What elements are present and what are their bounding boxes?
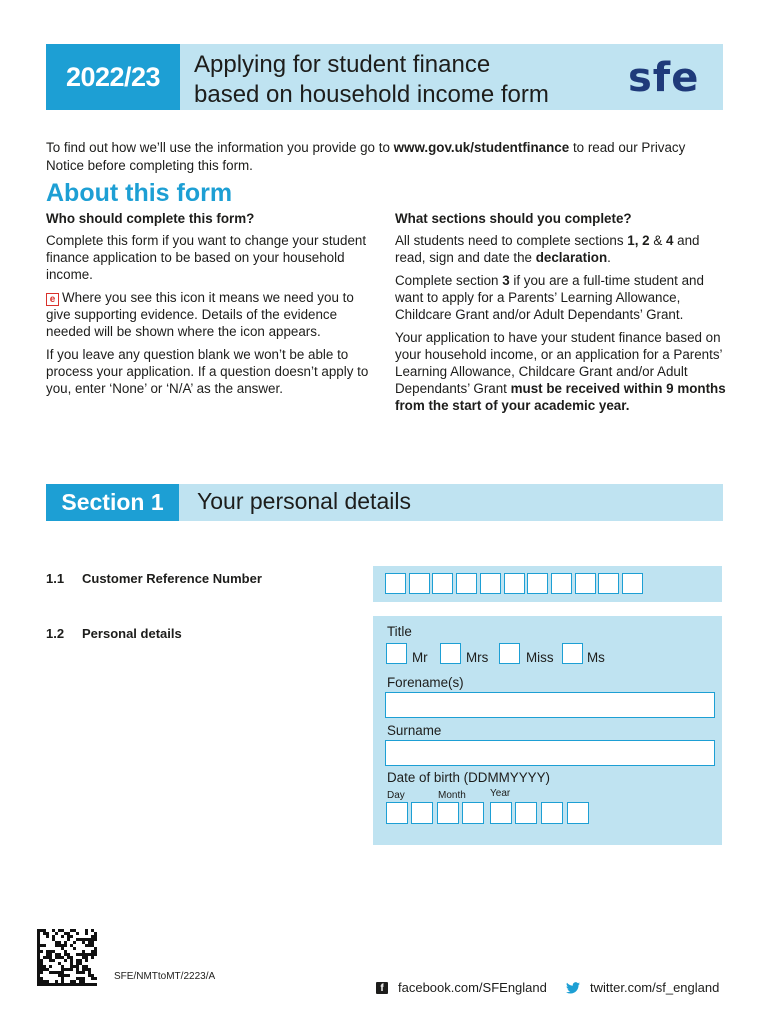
dob-digit-box[interactable] — [462, 802, 484, 824]
title-mr-label: Mr — [412, 650, 428, 665]
crn-digit-box[interactable] — [622, 573, 643, 594]
intro-text-after: to read our Privacy Notice before completing this form. — [46, 140, 686, 173]
qr-code — [37, 929, 97, 986]
title-mr-checkbox[interactable] — [386, 643, 407, 664]
evidence-paragraph — [46, 289, 382, 340]
question-number: 1.1 — [46, 571, 65, 586]
dob-digit-box[interactable] — [490, 802, 512, 824]
title-mrs-label: Mrs — [466, 650, 489, 665]
title-label: Title — [387, 624, 412, 639]
sections-paragraph: All students need to complete sections 1, 2 & 4 and read, sign and date the declaration. — [395, 233, 700, 265]
crn-digit-box[interactable] — [432, 573, 453, 594]
dob-digit-box[interactable] — [437, 802, 459, 824]
facebook-link[interactable] — [376, 980, 547, 995]
crn-digit-box[interactable] — [575, 573, 596, 594]
dob-digit-box[interactable] — [386, 802, 408, 824]
twitter-link[interactable] — [566, 980, 719, 995]
blank-paragraph: If you leave any question blank we won’t be able to process your application. If a question doesn’t apply to you, enter ‘None’ or ‘N/A’ as the answer. — [46, 347, 369, 396]
crn-digit-box[interactable] — [504, 573, 525, 594]
who-heading: Who should complete this form? — [46, 211, 255, 226]
form-title — [194, 50, 614, 110]
crn-digit-box[interactable] — [527, 573, 548, 594]
title-ms-checkbox[interactable] — [562, 643, 583, 664]
privacy-intro — [46, 139, 726, 175]
crn-digit-box[interactable] — [551, 573, 572, 594]
crn-digit-box[interactable] — [456, 573, 477, 594]
section-title: Your personal details — [197, 488, 411, 514]
surname-label: Surname — [387, 723, 442, 738]
form-reference: SFE/NMTtoMT/2223/A — [114, 971, 216, 982]
facebook-icon: f — [376, 982, 388, 994]
dob-digit-box[interactable] — [411, 802, 433, 824]
deadline-paragraph: Your application to have your student finance based on your household income, or an application for a Parents’ Learning Allowance, Childcare Grant and/or Adult Dependants’ Grant must be received within 9 months from the start of your academic year. — [395, 330, 726, 413]
who-paragraph: Complete this form if you want to change your student finance application to be based on your household income. — [46, 233, 367, 282]
forename-label: Forename(s) — [387, 675, 464, 690]
evidence-text: Where you see this icon it means we need you to give supporting evidence. Details of the evidence needed will be shown where the icon appears. — [46, 290, 354, 339]
crn-digit-box[interactable] — [598, 573, 619, 594]
dob-digit-box[interactable] — [515, 802, 537, 824]
about-left-column — [46, 210, 382, 403]
dob-month-label: Month — [438, 790, 466, 801]
dob-year-label: Year — [490, 788, 511, 799]
dob-label: Date of birth (DDMMYYYY) — [387, 770, 550, 785]
crn-digit-box[interactable] — [409, 573, 430, 594]
surname-field[interactable] — [385, 740, 715, 766]
about-heading: About this form — [46, 179, 233, 207]
dob-digit-box[interactable] — [567, 802, 589, 824]
title-miss-label: Miss — [526, 650, 554, 665]
twitter-text: twitter.com/sf_england — [590, 980, 720, 995]
crn-digit-box[interactable] — [480, 573, 501, 594]
studentfinance-link[interactable]: www.gov.uk/studentfinance — [393, 140, 570, 155]
about-right-column — [395, 210, 727, 420]
form-title-line1: Applying for student finance — [194, 51, 491, 78]
title-miss-checkbox[interactable] — [499, 643, 520, 664]
title-mrs-checkbox[interactable] — [440, 643, 461, 664]
title-ms-label: Ms — [587, 650, 605, 665]
forename-field[interactable] — [385, 692, 715, 718]
form-year: 2022/23 — [46, 44, 180, 110]
question-number: 1.2 — [46, 626, 65, 641]
dob-day-label: Day — [387, 790, 405, 801]
personal-details-label: Personal details — [82, 626, 182, 641]
facebook-text: facebook.com/SFEngland — [398, 980, 547, 995]
dob-digit-box[interactable] — [541, 802, 563, 824]
twitter-icon — [566, 982, 580, 994]
crn-label: Customer Reference Number — [82, 571, 262, 586]
evidence-icon: e — [46, 293, 59, 306]
sfe-logo: sfe — [628, 55, 700, 101]
section3-paragraph: Complete section 3 if you are a full-time student and want to apply for a Parents’ Learning Allowance, Childcare Grant and/or Adult Dependants’ Grant. — [395, 273, 704, 322]
sections-heading: What sections should you complete? — [395, 211, 632, 226]
form-title-line2: based on household income form — [194, 81, 549, 108]
crn-digit-box[interactable] — [385, 573, 406, 594]
section-number: Section 1 — [46, 484, 179, 521]
intro-text: To find out how we’ll use the information you provide go to — [46, 140, 394, 155]
